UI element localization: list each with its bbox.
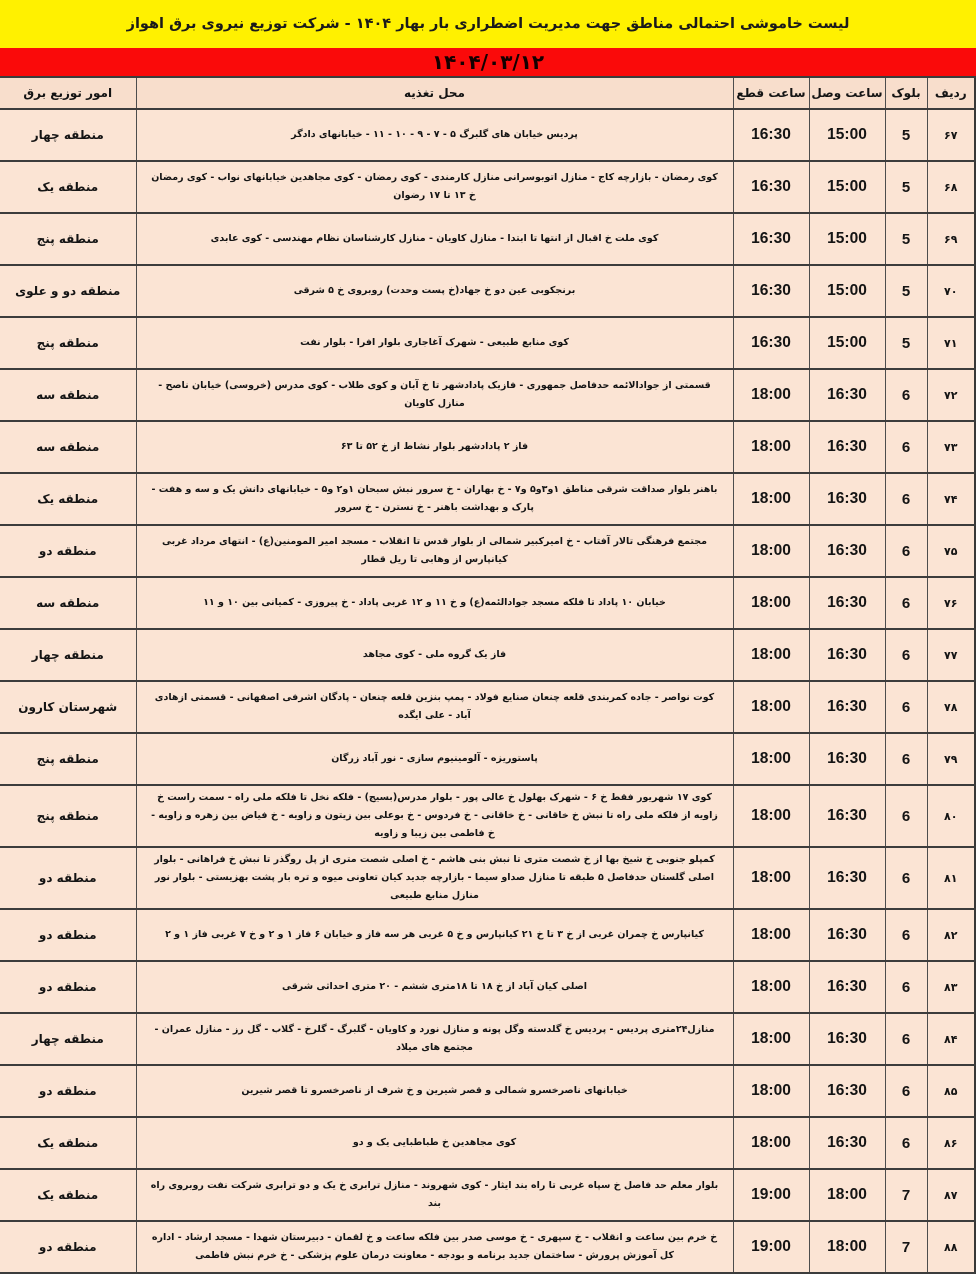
location-cell: قسمتی از جوادالائمه حدفاصل جمهوری - فازیک پادادشهر تا خ آبان و کوی طلاب - کوی مدرس (خروسی) خیابان ناصح - منازل کاویان <box>136 369 733 421</box>
off-time-cell: 19:00 <box>733 1169 809 1221</box>
row-number-cell: ۶۸ <box>927 161 975 213</box>
location-cell: فاز ۲ پادادشهر بلوار نشاط از خ ۵۲ تا ۶۳ <box>136 421 733 473</box>
location-cell: بلوار معلم حد فاصل خ سپاه غربی تا راه بند ایثار - کوی شهروند - منازل ترابری خ یک و دو ترابری شرکت نفت روبروی راه بند <box>136 1169 733 1221</box>
on-time-cell: 16:30 <box>809 733 885 785</box>
district-cell: منطقه پنج <box>0 733 136 785</box>
location-cell: اصلی کیان آباد از خ ۱۸ تا ۱۸متری ششم - ۲۰ متری احداثی شرقی <box>136 961 733 1013</box>
row-number-cell: ۸۶ <box>927 1117 975 1169</box>
block-cell: 6 <box>885 1013 927 1065</box>
location-cell: باهنر بلوار صداقت شرقی مناطق ۱و۳و۵ و۷ - خ بهاران - خ سرور نبش سبحان ۱و۲ و۵ - خیابانهای دانش یک و سه و هفت - پارک و بهداشت باهنر - خ نسترن - خ سرور <box>136 473 733 525</box>
on-time-cell: 15:00 <box>809 265 885 317</box>
title-banner <box>0 0 976 48</box>
location-cell: کمپلو جنوبی خ شیخ بها از خ شصت متری تا نبش بنی هاشم - خ اصلی شصت متری از پل روگذر تا نبش خ فراهانی - بلوار اصلی گلستان حدفاصل ۵ طبقه تا منازل صداو سیما - بازارچه جدید کیان تعاونی میوه و تره بار پشت بهزیستی - بلوار نور منازل منابع طبیعی <box>136 847 733 909</box>
table-row <box>0 1013 975 1065</box>
on-time-cell: 16:30 <box>809 473 885 525</box>
on-time-cell: 16:30 <box>809 1013 885 1065</box>
district-cell: شهرستان کارون <box>0 681 136 733</box>
row-number-cell: ۶۹ <box>927 213 975 265</box>
off-time-cell: 16:30 <box>733 161 809 213</box>
off-time-cell: 18:00 <box>733 681 809 733</box>
block-cell: 5 <box>885 213 927 265</box>
location-cell: کوی منابع طبیعی - شهرک آغاجاری بلوار افرا - بلوار نفت <box>136 317 733 369</box>
page-title: لیست خاموشی احتمالی مناطق جهت مدیریت اضطراری بار بهار ۱۴۰۴ - شرکت توزیع نیروی برق اهواز <box>126 16 850 32</box>
table-row <box>0 421 975 473</box>
row-number-cell: ۷۰ <box>927 265 975 317</box>
off-time-cell: 18:00 <box>733 629 809 681</box>
column-header-block: بلوک <box>885 77 927 109</box>
location-cell: فاز یک گروه ملی - کوی مجاهد <box>136 629 733 681</box>
district-cell: منطقه سه <box>0 421 136 473</box>
block-cell: 6 <box>885 847 927 909</box>
row-number-cell: ۷۸ <box>927 681 975 733</box>
block-cell: 7 <box>885 1221 927 1273</box>
table-header-row <box>0 77 975 109</box>
location-cell: کوی مجاهدین خ طباطبایی یک و دو <box>136 1117 733 1169</box>
table-row <box>0 317 975 369</box>
on-time-cell: 16:30 <box>809 629 885 681</box>
table-row <box>0 1065 975 1117</box>
off-time-cell: 18:00 <box>733 785 809 847</box>
district-cell: منطقه پنج <box>0 213 136 265</box>
district-cell: منطقه دو و علوی <box>0 265 136 317</box>
location-cell: کوی ۱۷ شهریور فقط خ ۶ - شهرک بهلول خ عالی پور - بلوار مدرس(بسیج) - فلکه نخل تا فلکه ملی راه - سمت راست خ زاویه از فلکه ملی راه تا نبش خ خاقانی - خ خاقانی - خ فردوس - خ بوعلی بین زیتون و زاویه - خ فیاض بین زهره و زاویه - خ فاطمی بین زیبا و زاویه <box>136 785 733 847</box>
block-cell: 6 <box>885 421 927 473</box>
block-cell: 5 <box>885 161 927 213</box>
location-cell: کوی ملت خ اقبال از انتها تا ابتدا - منازل کاویان - منازل کارشناسان نظام مهندسی - کوی عابدی <box>136 213 733 265</box>
column-header-rownum: ردیف <box>927 77 975 109</box>
table-row <box>0 961 975 1013</box>
outage-table <box>0 76 976 1274</box>
off-time-cell: 18:00 <box>733 1065 809 1117</box>
district-cell: منطقه پنج <box>0 317 136 369</box>
on-time-cell: 16:30 <box>809 421 885 473</box>
block-cell: 6 <box>885 785 927 847</box>
district-cell: منطقه سه <box>0 369 136 421</box>
off-time-cell: 18:00 <box>733 909 809 961</box>
row-number-cell: ۸۸ <box>927 1221 975 1273</box>
row-number-cell: ۸۳ <box>927 961 975 1013</box>
table-row <box>0 909 975 961</box>
location-cell: کوت نواصر - جاده کمربندی قلعه چنعان صنایع فولاد - پمپ بنزین قلعه چنعان - پادگان اشرفی اصفهانی - قسمتی ازهادی آباد - علی ایگده <box>136 681 733 733</box>
on-time-cell: 16:30 <box>809 785 885 847</box>
location-cell: خیابانهای ناصرخسرو شمالی و قصر شیرین و خ شرف از ناصرخسرو تا قصر شیرین <box>136 1065 733 1117</box>
block-cell: 6 <box>885 909 927 961</box>
table-row <box>0 213 975 265</box>
on-time-cell: 16:30 <box>809 961 885 1013</box>
row-number-cell: ۸۷ <box>927 1169 975 1221</box>
block-cell: 6 <box>885 681 927 733</box>
on-time-cell: 18:00 <box>809 1221 885 1273</box>
block-cell: 6 <box>885 369 927 421</box>
block-cell: 6 <box>885 961 927 1013</box>
district-cell: منطقه یک <box>0 1117 136 1169</box>
off-time-cell: 18:00 <box>733 1013 809 1065</box>
off-time-cell: 19:00 <box>733 1221 809 1273</box>
off-time-cell: 18:00 <box>733 421 809 473</box>
off-time-cell: 16:30 <box>733 109 809 161</box>
table-row <box>0 369 975 421</box>
table-row <box>0 109 975 161</box>
block-cell: 6 <box>885 525 927 577</box>
location-cell: کوی رمضان - بازارچه کاج - منازل اتوبوسرانی منازل کارمندی - کوی رمضان - کوی مجاهدین خیابانهای نواب - کوی رمضان خ ۱۳ تا ۱۷ رضوان <box>136 161 733 213</box>
row-number-cell: ۸۲ <box>927 909 975 961</box>
table-row <box>0 265 975 317</box>
row-number-cell: ۷۲ <box>927 369 975 421</box>
location-cell: کیانپارس خ چمران غربی از خ ۳ تا خ ۲۱ کیانپارس و خ ۵ غربی هر سه فاز و خیابان ۶ فاز ۱ و ۲ و خ ۷ غربی فاز ۱ و ۲ <box>136 909 733 961</box>
off-time-cell: 18:00 <box>733 733 809 785</box>
table-row <box>0 733 975 785</box>
column-header-location: محل تغذیه <box>136 77 733 109</box>
block-cell: 6 <box>885 629 927 681</box>
row-number-cell: ۶۷ <box>927 109 975 161</box>
district-cell: منطقه چهار <box>0 629 136 681</box>
location-cell: پردیس خیابان های گلبرگ ۵ - ۷ - ۹ - ۱۰ - ۱۱ - خیابانهای دادگر <box>136 109 733 161</box>
on-time-cell: 16:30 <box>809 847 885 909</box>
row-number-cell: ۷۳ <box>927 421 975 473</box>
off-time-cell: 18:00 <box>733 847 809 909</box>
district-cell: منطقه دو <box>0 961 136 1013</box>
location-cell: برنجکوبی عین دو خ جهاد(خ پست وحدت) روبروی خ ۵ شرقی <box>136 265 733 317</box>
off-time-cell: 18:00 <box>733 369 809 421</box>
row-number-cell: ۷۶ <box>927 577 975 629</box>
district-cell: منطقه دو <box>0 525 136 577</box>
district-cell: منطقه دو <box>0 1221 136 1273</box>
column-header-on-time: ساعت وصل <box>809 77 885 109</box>
row-number-cell: ۷۷ <box>927 629 975 681</box>
row-number-cell: ۷۴ <box>927 473 975 525</box>
district-cell: منطقه پنج <box>0 785 136 847</box>
block-cell: 6 <box>885 733 927 785</box>
district-cell: منطقه چهار <box>0 1013 136 1065</box>
on-time-cell: 15:00 <box>809 161 885 213</box>
block-cell: 5 <box>885 265 927 317</box>
district-cell: منطقه دو <box>0 909 136 961</box>
row-number-cell: ۸۰ <box>927 785 975 847</box>
on-time-cell: 16:30 <box>809 1117 885 1169</box>
on-time-cell: 15:00 <box>809 317 885 369</box>
table-row <box>0 629 975 681</box>
table-row <box>0 1221 975 1273</box>
off-time-cell: 16:30 <box>733 213 809 265</box>
schedule-body <box>0 109 975 1273</box>
on-time-cell: 16:30 <box>809 577 885 629</box>
off-time-cell: 18:00 <box>733 577 809 629</box>
on-time-cell: 16:30 <box>809 909 885 961</box>
table-row <box>0 1169 975 1221</box>
location-cell: خ خرم بین ساعت و انقلاب - خ سپهری - خ موسی صدر بین فلکه ساعت و خ لقمان - دبیرستان شهدا - مسجد ارشاد - اداره کل آموزش پرورش - ساختمان جدید برنامه و بودجه - معاونت درمان علوم پزشکی - خ خرم نبش فاطمی <box>136 1221 733 1273</box>
district-cell: منطقه دو <box>0 847 136 909</box>
district-cell: منطقه یک <box>0 161 136 213</box>
off-time-cell: 18:00 <box>733 525 809 577</box>
column-header-district: امور توزیع برق <box>0 77 136 109</box>
off-time-cell: 18:00 <box>733 1117 809 1169</box>
district-cell: منطقه چهار <box>0 109 136 161</box>
location-cell: پاستوریزه - آلومینیوم سازی - نور آباد زرگان <box>136 733 733 785</box>
district-cell: منطقه دو <box>0 1065 136 1117</box>
off-time-cell: 18:00 <box>733 473 809 525</box>
block-cell: 7 <box>885 1169 927 1221</box>
table-row <box>0 1117 975 1169</box>
off-time-cell: 18:00 <box>733 961 809 1013</box>
row-number-cell: ۸۱ <box>927 847 975 909</box>
block-cell: 6 <box>885 473 927 525</box>
row-number-cell: ۷۹ <box>927 733 975 785</box>
column-header-off-time: ساعت قطع <box>733 77 809 109</box>
block-cell: 5 <box>885 317 927 369</box>
row-number-cell: ۸۵ <box>927 1065 975 1117</box>
row-number-cell: ۷۱ <box>927 317 975 369</box>
on-time-cell: 15:00 <box>809 109 885 161</box>
block-cell: 6 <box>885 1065 927 1117</box>
location-cell: خیابان ۱۰ پاداد تا فلکه مسجد جوادالئمه(ع) و خ ۱۱ و ۱۲ غربی پاداد - خ پیروزی - کمیانی بین ۱۰ و ۱۱ <box>136 577 733 629</box>
table-row <box>0 847 975 909</box>
block-cell: 6 <box>885 577 927 629</box>
table-row <box>0 681 975 733</box>
row-number-cell: ۷۵ <box>927 525 975 577</box>
location-cell: مجتمع فرهنگی تالار آفتاب - خ امیرکبیر شمالی از بلوار قدس تا انقلاب - مسجد امیر المومنین(ع) - انتهای مرداد غربی کیانپارس از وهابی تا ریل قطار <box>136 525 733 577</box>
schedule-date: ۱۴۰۴/۰۳/۱۲ <box>431 50 545 74</box>
on-time-cell: 16:30 <box>809 681 885 733</box>
off-time-cell: 16:30 <box>733 265 809 317</box>
row-number-cell: ۸۴ <box>927 1013 975 1065</box>
table-row <box>0 473 975 525</box>
table-row <box>0 161 975 213</box>
on-time-cell: 16:30 <box>809 525 885 577</box>
table-row <box>0 577 975 629</box>
table-row <box>0 525 975 577</box>
on-time-cell: 15:00 <box>809 213 885 265</box>
block-cell: 6 <box>885 1117 927 1169</box>
block-cell: 5 <box>885 109 927 161</box>
on-time-cell: 18:00 <box>809 1169 885 1221</box>
district-cell: منطقه یک <box>0 1169 136 1221</box>
location-cell: منازل۲۴متری پردیس - پردیس خ گلدسته وگل پونه و منازل نورد و کاویان - گلبرگ - گلرخ - گلاب - گل رز - منازل عمران - مجتمع های میلاد <box>136 1013 733 1065</box>
district-cell: منطقه یک <box>0 473 136 525</box>
off-time-cell: 16:30 <box>733 317 809 369</box>
table-row <box>0 785 975 847</box>
on-time-cell: 16:30 <box>809 1065 885 1117</box>
on-time-cell: 16:30 <box>809 369 885 421</box>
district-cell: منطقه سه <box>0 577 136 629</box>
date-banner <box>0 48 976 76</box>
